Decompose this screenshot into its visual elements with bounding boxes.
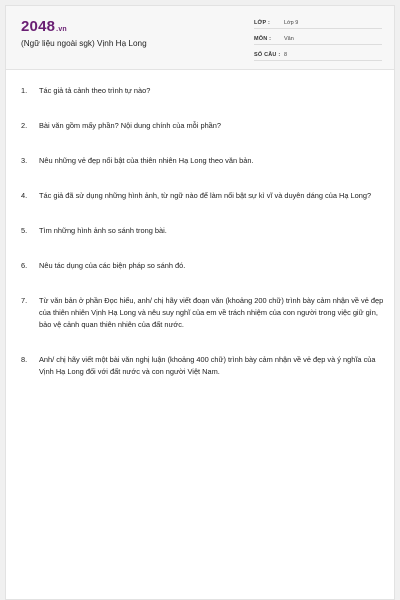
meta-row-class	[254, 16, 382, 29]
question-text: Từ văn bản ở phần Đọc hiểu, anh/ chị hãy viết đoạn văn (khoảng 200 chữ) trình bày cảm nhận về vẻ đẹp của thiên nhiên Vịnh Hạ Long và nêu suy nghĩ của em về trách nhiệm của con người trong việc giữ gìn, bảo vệ cảnh quan thiên nhiên của đất nước.	[39, 296, 384, 329]
meta-label-class: LỚP :	[254, 20, 270, 26]
meta-label-question-count: SỐ CÂU :	[254, 52, 281, 58]
question-text: Bài văn gồm mấy phần? Nội dung chính của mỗi phần?	[39, 121, 222, 130]
worksheet-meta	[254, 16, 382, 64]
meta-value-subject: Văn	[284, 36, 294, 42]
worksheet-title: (Ngữ liệu ngoài sgk) Vịnh Hạ Long	[21, 39, 147, 48]
site-logo[interactable]	[21, 18, 67, 35]
question-number: 3.	[21, 156, 28, 165]
meta-value-question-count: 8	[284, 52, 288, 58]
meta-row-subject	[254, 32, 382, 45]
worksheet-page	[5, 5, 395, 600]
meta-value-class: Lớp 9	[284, 20, 299, 26]
question-item	[21, 225, 386, 237]
question-text: Tìm những hình ảnh so sánh trong bài.	[39, 226, 167, 235]
question-number: 5.	[21, 226, 28, 235]
question-item	[21, 85, 386, 97]
question-number: 8.	[21, 355, 28, 364]
logo-tld-text: .vn	[56, 26, 67, 33]
question-number: 6.	[21, 261, 28, 270]
question-text: Tác giả tả cảnh theo trình tự nào?	[39, 86, 151, 95]
question-text: Tác giả đã sử dụng những hình ảnh, từ ngữ nào để làm nổi bật sự kì vĩ và duyên dáng của Hạ Long?	[39, 191, 372, 200]
question-number: 2.	[21, 121, 28, 130]
question-text: Anh/ chị hãy viết một bài văn nghị luận (khoảng 400 chữ) trình bày cảm nhận về vẻ đẹp và ý nghĩa của Vịnh Hạ Long đối với đất nước và con người Việt Nam.	[39, 355, 376, 376]
meta-label-subject: MÔN :	[254, 36, 272, 42]
question-number: 1.	[21, 86, 28, 95]
question-text: Nêu tác dụng của các biện pháp so sánh đó.	[39, 261, 186, 270]
question-text: Nêu những vẻ đẹp nổi bật của thiên nhiên Hạ Long theo văn bản.	[39, 156, 254, 165]
question-item	[21, 190, 386, 202]
logo-main-text: 2048	[21, 18, 56, 35]
question-list	[21, 85, 386, 378]
question-item	[21, 354, 386, 378]
meta-row-question-count	[254, 48, 382, 61]
question-item	[21, 260, 386, 272]
question-item	[21, 155, 386, 167]
worksheet-header	[6, 6, 394, 70]
question-number: 7.	[21, 296, 28, 305]
question-item	[21, 295, 386, 331]
question-item	[21, 120, 386, 132]
question-number: 4.	[21, 191, 28, 200]
